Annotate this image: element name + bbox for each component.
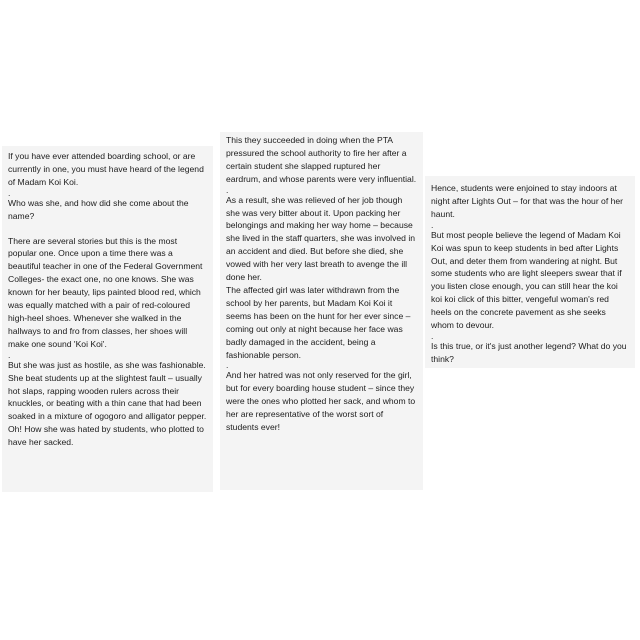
paragraph: As a result, she was relieved of her job though she was very bitter about it. Upon packing her belongings and making her way home – because she lived in the staff quarters, she was involved in an accident and died. But before she died, she vowed with her very last breath to avenge the ill done her.: [226, 194, 416, 283]
story-panel-3: [425, 176, 635, 368]
story-panel-1: [2, 146, 213, 492]
paragraph: And her hatred was not only reserved for the girl, but for every boarding house student – since they were the ones who plotted her sack, and whom to her are representative of the worst sort of students ever!: [226, 370, 416, 433]
paragraph: This they succeeded in doing when the PTA pressured the school authority to fire her after a certain student she slapped ruptured her eardrum, and whose parents were very influential.: [226, 135, 417, 184]
story-panel-2: [220, 132, 423, 490]
separator-dot: .: [8, 349, 11, 360]
paragraph: If you have ever attended boarding school, or are currently in one, you must have heard of the legend of Madam Koi Koi.: [8, 151, 204, 187]
paragraph: Hence, students were enjoined to stay indoors at night after Lights Out – for that was the hour of her haunt.: [431, 183, 624, 219]
separator-dot: .: [431, 219, 434, 230]
paragraph: Who was she, and how did she come about the name?: [8, 197, 189, 221]
paragraph: There are several stories but this is the most popular one. Once upon a time there was a beautiful teacher in one of the Federal Government Colleges- the exact one, no one knows. She was known for her beauty, lips painted blood red, which was equally matched with a pair of red-coloured high-heel shoes. Whenever she walked in the hallways to and fro from classes, her shoes will make one sound 'Koi Koi'.: [8, 235, 203, 349]
spacer: [8, 223, 207, 235]
paragraph: The affected girl was later withdrawn from the school by her parents, but Madam Koi Koi it seems has been on the hunt for her ever since – coming out only at night because her face was badly damaged in the accident, being a fashionable person.: [226, 284, 411, 360]
paragraph: But she was just as hostile, as she was fashionable. She beat students up at the slightest fault – usually hot slaps, rapping wooden rulers across their knuckles, or beating with a thin cane that had been soaked in a mixture of ogogoro and alligator pepper. Oh! How she was hated by students, who plotted to have her sacked.: [8, 359, 207, 448]
separator-dot: .: [8, 187, 11, 198]
separator-dot: .: [226, 360, 229, 371]
paragraph: But most people believe the legend of Madam Koi Koi was spun to keep students in bed after Lights Out, and deter them from wandering at night. But some students who are light sleepers swear that if you listen close enough, you can still hear the koi koi koi click of this bitter, vengeful woman's red heels on the concrete pavement as she seeks whom to devour.: [431, 229, 622, 331]
separator-dot: .: [226, 184, 229, 195]
separator-dot: .: [431, 330, 434, 341]
paragraph: Is this true, or it's just another legend? What do you think?: [431, 340, 627, 364]
